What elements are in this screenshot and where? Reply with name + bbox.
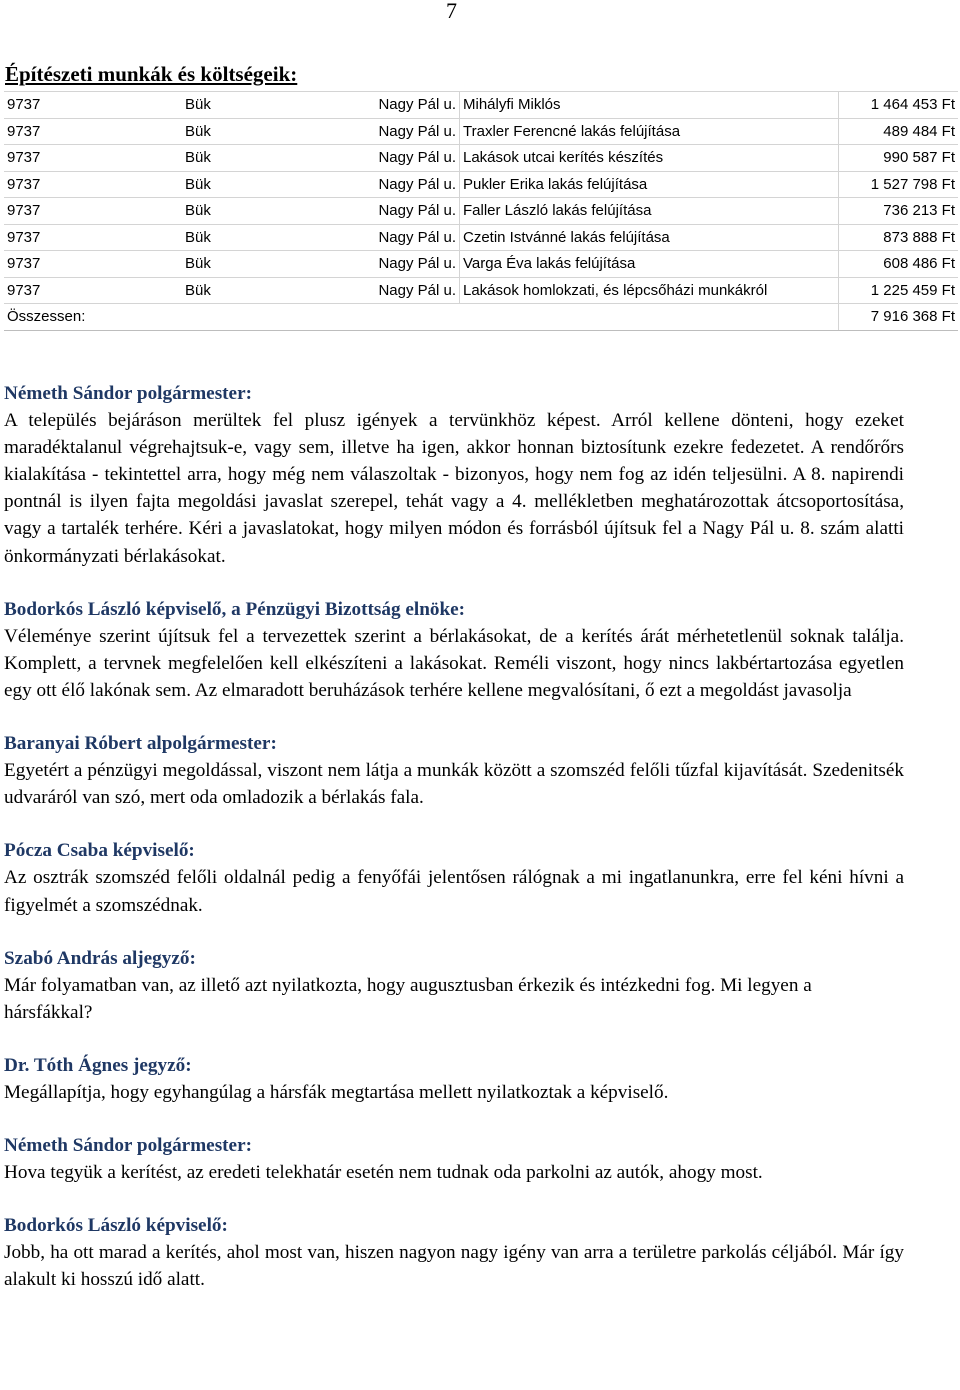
cell-street: Nagy Pál u. [356,92,460,119]
speaker-name: Németh Sándor polgármester: [4,1135,252,1157]
cell-city: Bük [182,251,356,278]
cell-amount: 1 464 453 Ft [839,92,959,119]
speech-section [4,730,904,811]
cell-city: Bük [182,277,356,304]
cell-desc: Faller László lakás felújítása [460,198,839,225]
speaker-name: Bodorkós László képviselő, a Pénzügyi Bizottság elnöke: [4,598,466,620]
speech-section [4,596,904,704]
table-row [4,198,958,225]
cell-zip: 9737 [4,224,182,251]
speech-text: A település bejáráson merültek fel plusz igények a tervünkhöz képest. Arról kellene dönteni, hogy ezeket maradéktalanul végrehajtsuk-e, vagy sem, illetve ha igen, akkor honnan biztosítunk ezekre fedezetet. A rendőrőrs kialakítása - tekintettel arra, hogy még nem válaszoltak - bizonyos, hogy nem fog az idén teljesülni. A 8. napirendi pontnál is ilyen fajta megoldási javaslat szerepel, tehát vagy a 4. mellékletben meghatározottak átcsoportosítása, vagy a tartalék terhére. Kéri a javaslatokat, hogy milyen módon és forrásból újítsuk fel a Nagy Pál u. 8. szám alatti önkormányzati bérlakásokat. [4,410,904,567]
speech-section [4,837,904,918]
total-amount: 7 916 368 Ft [839,304,959,331]
speaker-name: Dr. Tóth Ágnes jegyző: [4,1054,192,1076]
cell-city: Bük [182,224,356,251]
cell-desc: Traxler Ferencné lakás felújítása [460,118,839,145]
speech-section [4,1052,904,1106]
cell-desc: Varga Éva lakás felújítása [460,251,839,278]
speech-text: Hova tegyük a kerítést, az eredeti telekhatár esetén nem tudnak oda parkolni az autók, ahogy most. [4,1162,763,1184]
cell-zip: 9737 [4,251,182,278]
cell-desc: Mihályfi Miklós [460,92,839,119]
cell-amount: 990 587 Ft [839,145,959,172]
costs-heading: Építészeti munkák és költségeik: [5,62,298,86]
cell-street: Nagy Pál u. [356,251,460,278]
cell-amount: 1 225 459 Ft [839,277,959,304]
speech-text: Már folyamatban van, az illető azt nyilatkozta, hogy augusztusban érkezik és intézkedni fog. Mi legyen a hársfákkal? [4,974,812,1023]
table-row [4,277,958,304]
speech-section [4,1132,904,1186]
speech-text: Egyetért a pénzügyi megoldással, viszont nem látja a munkák között a szomszéd felőli tűzfal kijavítását. Szedenitsék udvaráról van szó, mert oda omladozik a bérlakás fala. [4,760,904,809]
cell-street: Nagy Pál u. [356,198,460,225]
speech-text: Jobb, ha ott marad a kerítés, ahol most van, hiszen nagyon nagy igény van arra a területre parkolás céljából. Már így alakult ki hosszú idő alatt. [4,1242,904,1291]
minutes-body [4,380,904,1320]
cell-street: Nagy Pál u. [356,171,460,198]
cell-city: Bük [182,118,356,145]
cell-amount: 736 213 Ft [839,198,959,225]
speech-section [4,1212,904,1293]
speaker-name: Pócza Csaba képviselő: [4,840,195,862]
cell-desc: Lakások homlokzati, és lépcsőházi munkákról [460,277,839,304]
cell-desc: Czetin Istvánné lakás felújítása [460,224,839,251]
table-row [4,171,958,198]
speech-section [4,945,904,1026]
speech-text: Az osztrák szomszéd felőli oldalnál pedig a fenyőfái jelentősen rálógnak a mi ingatlanunkra, erre fel kéni hívni a figyelmét a szomszédnak. [4,867,904,916]
cell-street: Nagy Pál u. [356,145,460,172]
speaker-name: Baranyai Róbert alpolgármester: [4,733,277,755]
cell-zip: 9737 [4,198,182,225]
cell-street: Nagy Pál u. [356,277,460,304]
cell-desc: Lakások utcai kerítés készítés [460,145,839,172]
total-label: Összessen: [4,304,839,331]
page-number: 7 [446,0,457,23]
cell-zip: 9737 [4,118,182,145]
table-row [4,224,958,251]
total-row [4,304,958,331]
cell-zip: 9737 [4,171,182,198]
table-row [4,145,958,172]
cell-amount: 873 888 Ft [839,224,959,251]
cell-street: Nagy Pál u. [356,224,460,251]
cell-zip: 9737 [4,145,182,172]
speaker-name: Bodorkós László képviselő: [4,1215,228,1237]
table-row [4,118,958,145]
cell-city: Bük [182,145,356,172]
cell-zip: 9737 [4,277,182,304]
cell-city: Bük [182,171,356,198]
speech-text: Véleménye szerint újítsuk fel a tervezettek szerint a bérlakásokat, de a kerítés árát mérhetetlenül soknak találja. Komplett, a tervnek megfelelően kell elkészíteni a lakásokat. Reméli viszont, hogy nincs lakbértartozása egyetlen egy ott élő lakónak sem. Az elmaradott beruházások terhére kellene megvalósítani, ő ezt a megoldást javasolja [4,625,904,701]
speech-text: Megállapítja, hogy egyhangúlag a hársfák megtartása mellett nyilatkoztak a képviselő. [4,1081,669,1103]
speaker-name: Szabó András aljegyző: [4,947,196,969]
cell-street: Nagy Pál u. [356,118,460,145]
costs-table [4,91,958,331]
cell-city: Bük [182,198,356,225]
speaker-name: Németh Sándor polgármester: [4,383,252,404]
cell-desc: Pukler Erika lakás felújítása [460,171,839,198]
cell-zip: 9737 [4,92,182,119]
table-row [4,92,958,119]
table-row [4,251,958,278]
speech-section [4,380,904,570]
cell-amount: 608 486 Ft [839,251,959,278]
cell-amount: 1 527 798 Ft [839,171,959,198]
cell-amount: 489 484 Ft [839,118,959,145]
cell-city: Bük [182,92,356,119]
